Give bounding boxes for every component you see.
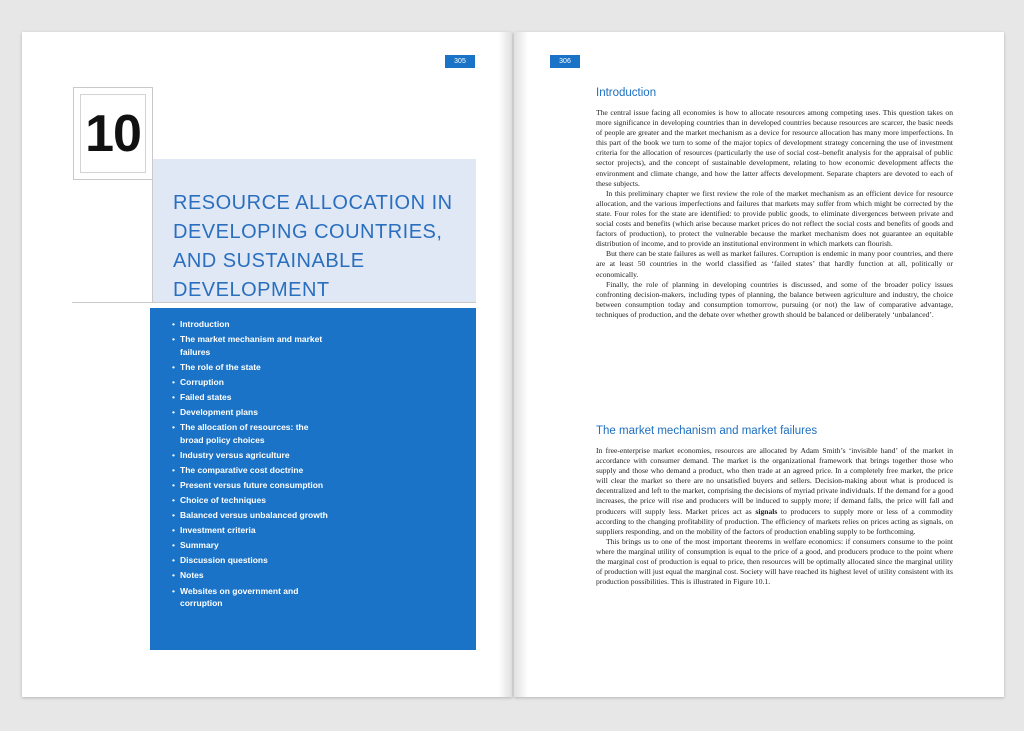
contents-item: • Notes	[173, 569, 330, 582]
body-paragraph: This brings us to one of the most important theorems in welfare economics: if consumers consume to the point where the marginal utility of consumption is equal to the price of a good, and producers produce to the point where the marginal cost of production is equal to price, then resources will be optimally allocated since the marginal utility of production will just equal the marginal cost. Society will have reached its highest level of utility consistent with its production possibilities. This is illustrated in Figure 10.1.	[596, 536, 953, 587]
contents-item: • The market mechanism and market failures	[173, 333, 330, 358]
body-paragraph	[596, 446, 953, 537]
contents-item: • Balanced versus unbalanced growth	[173, 509, 330, 522]
chapter-number-box	[73, 87, 153, 180]
contents-item: • Discussion questions	[173, 554, 330, 567]
contents-item: • Choice of techniques	[173, 494, 330, 507]
introduction-body	[596, 108, 953, 320]
contents-item: • Corruption	[173, 376, 330, 389]
body-text: In free-enterprise market economies, resources are allocated by Adam Smith’s ‘invisible hand’ of the market in accordance with consumer demand. The market is the organizational framework that brings together those who supply and those who demand a product, who then trade at an agreed price. In a completely free market, the price will clear the market so there are no unsatisfied buyers and sellers. Decision-making about what is produced is decentralized and left to the market, comprising the decisions of myriad private individuals. If the demand for a good increases, the price will rise and producers will be induced to supply more; if demand falls, the price will fall and producers will supply less. Market prices act as	[596, 446, 953, 516]
body-paragraph: Finally, the role of planning in developing countries is discussed, and some of the broader policy issues confronting decision-makers, including types of planning, the balance between agriculture and industry, the choice between consumption today and consumption tomorrow, pursuing (or not) the law of comparative advantage, techniques of production, and the debate over whether growth should be balanced or deliberately ‘unbalanced’.	[596, 279, 953, 319]
contents-item: • The role of the state	[173, 361, 330, 374]
contents-item: • Introduction	[173, 318, 330, 331]
right-page	[514, 32, 1004, 697]
spine-shadow	[498, 32, 512, 697]
chapter-contents-panel	[150, 308, 476, 650]
contents-item: • Present versus future consumption	[173, 479, 330, 492]
chapter-number: 10	[85, 105, 141, 163]
contents-item: • Websites on government and corruption	[173, 585, 330, 610]
chapter-title-panel	[153, 159, 476, 302]
chapter-title: RESOURCE ALLOCATION IN DEVELOPING COUNTRIES, AND SUSTAINABLE DEVELOPMENT	[173, 192, 453, 301]
chapter-contents-list	[150, 308, 476, 610]
section-heading-introduction: Introduction	[596, 87, 657, 99]
body-text: to producers to supply more or less of a commodity according to the changing profitability of production. The efficiency of markets relies on prices acting as signals, on suppliers responding, and on the mobility of the factors of production enabling supply to be forthcoming.	[596, 506, 953, 536]
contents-item: • Summary	[173, 539, 330, 552]
page-number-left: 305	[445, 55, 475, 68]
left-page	[22, 32, 512, 697]
contents-item: • Development plans	[173, 406, 330, 419]
contents-item: • The comparative cost doctrine	[173, 464, 330, 477]
contents-item: • Investment criteria	[173, 524, 330, 537]
market-mechanism-body	[596, 446, 953, 587]
body-paragraph: In this preliminary chapter we first review the role of the market mechanism as an efficient device for resource allocation, and the various imperfections and failures that markets may suffer from which might be corrected by the state. Four roles for the state are identified: to provide public goods, to eliminate divergences between private and social costs and benefits (which arise because market prices do not reflect the social costs and benefits of goods and factors of production), to protect the vulnerable because the market mechanism does not guarantee an equitable distribution of income, and to provide an institutional environment in which markets can flourish.	[596, 188, 953, 249]
page-number-right: 306	[550, 55, 580, 68]
spine-shadow	[514, 32, 528, 697]
bold-term: signals	[755, 506, 778, 516]
contents-item: • Failed states	[173, 391, 330, 404]
contents-item: • The allocation of resources: the broad policy choices	[173, 421, 330, 446]
contents-item: • Industry versus agriculture	[173, 449, 330, 462]
section-heading-market-mechanism: The market mechanism and market failures	[596, 425, 818, 437]
body-paragraph: The central issue facing all economies is how to allocate resources among competing uses. This question takes on more significance in developing countries than in developed countries because resources are scarcer, the basic needs of people are greater and the market mechanism as a device for resource allocation has many more imperfections. In this part of the book we turn to some of the major topics of development strategy concerning the use of investment criteria for the allocation of resources (particularly the use of social cost–benefit analysis for the appraisal of public sector projects), and the concept of sustainable development, relating to how economic development affects the environment and climate change, and how the latter affects development. Separate chapters are devoted to each of these subjects.	[596, 108, 953, 188]
body-paragraph: But there can be state failures as well as market failures. Corruption is endemic in many poor countries, and there are at least 50 countries in the world classified as ‘failed states’ that hardly function at all, politically or economically.	[596, 249, 953, 279]
